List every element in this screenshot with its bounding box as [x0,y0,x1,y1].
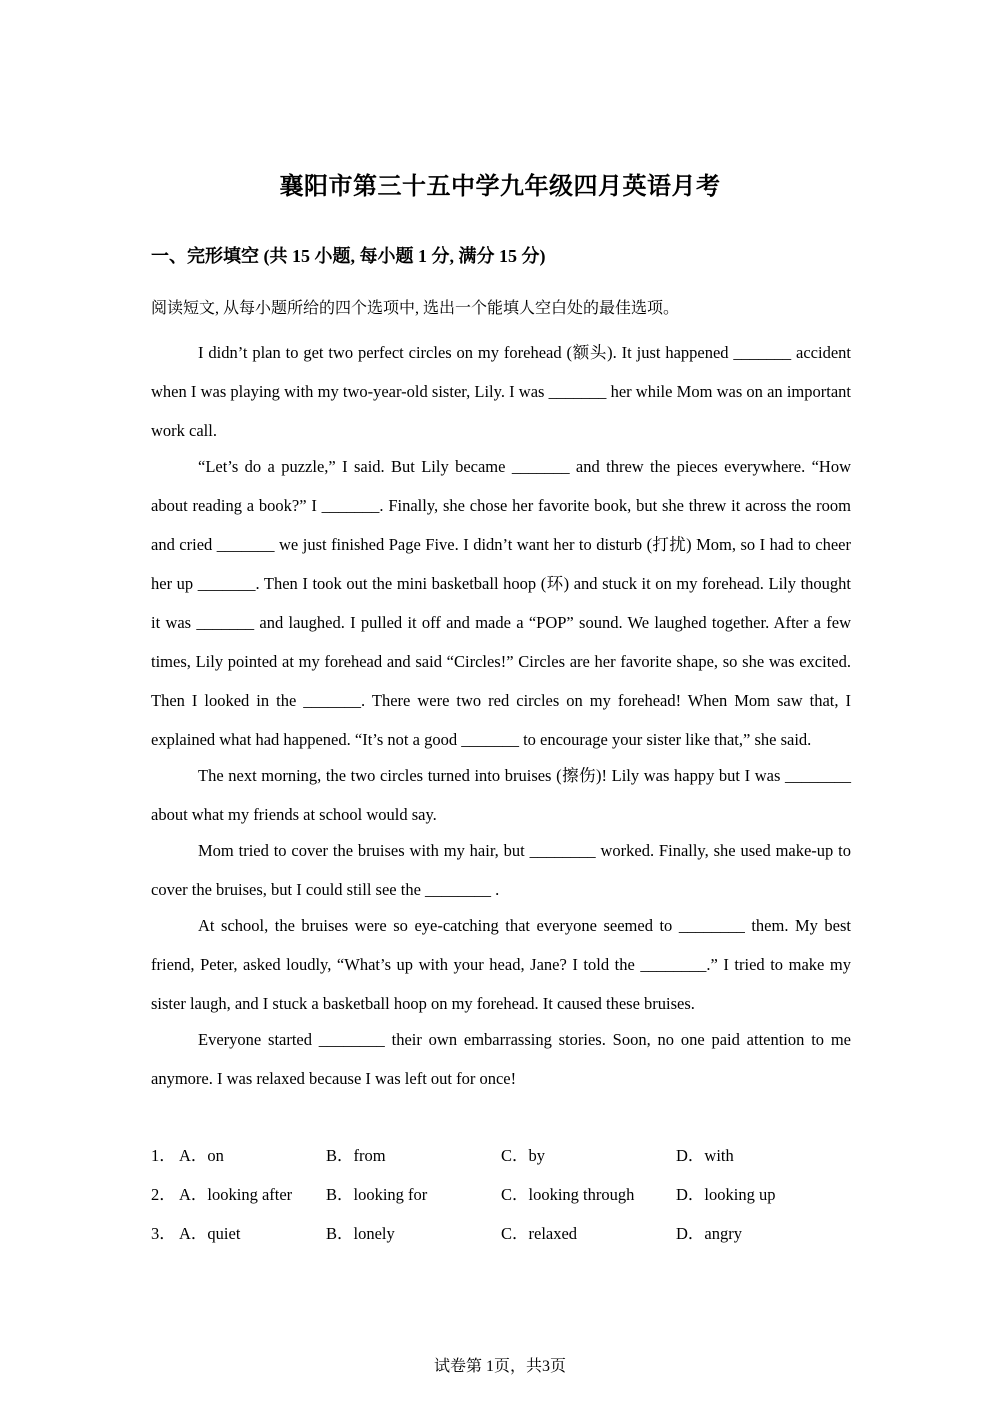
instruction-text: 阅读短文, 从每小题所给的四个选项中, 选出一个能填人空白处的最佳选项。 [151,300,680,317]
passage-paragraph: Mom tried to cover the bruises with my hair, but ________ worked. Finally, she used make-up to cover the bruises, but I could still see the ________ . [151,841,851,899]
option-b: B．from [326,1146,386,1165]
question-row [151,1219,851,1258]
option-b: B．looking for [326,1185,428,1204]
reading-passage [151,333,851,1095]
passage-paragraph: Everyone started ________ their own embarrassing stories. Soon, no one paid attention to me anymore. I was relaxed because I was left out for once! [151,1030,851,1088]
option-d: D．with [676,1146,734,1165]
passage-paragraph: The next morning, the two circles turned into bruises (擦伤)! Lily was happy but I was ________ about what my friends at school would say. [151,766,851,824]
question-number: 3． [151,1224,176,1243]
option-a: A．quiet [179,1224,241,1243]
passage-paragraph: At school, the bruises were so eye-catching that everyone seemed to ________ them. My best friend, Peter, asked loudly, “What’s up with your head, Jane? I told the ________.” I tried to make my sister laugh, and I stuck a basketball hoop on my forehead. It caused these bruises. [151,916,851,1013]
question-row [151,1180,851,1219]
question-options [151,1141,851,1258]
option-d: D．angry [676,1224,742,1243]
option-c: C．by [501,1146,546,1165]
option-a: A．looking after [179,1185,293,1204]
section-heading: 一、完形填空 (共 15 小题, 每小题 1 分, 满分 15 分) [151,246,546,266]
passage-paragraph: I didn’t plan to get two perfect circles on my forehead (额头). It just happened _______ accident when I was playing with my two-year-old sister, Lily. I was _______ her while Mom was on an important work call. [151,343,851,440]
question-row [151,1141,851,1180]
option-b: B．lonely [326,1224,395,1243]
option-d: D．looking up [676,1185,776,1204]
option-c: C．looking through [501,1185,635,1204]
page-footer: 试卷第 1页，共3页 [433,1358,566,1375]
question-number: 1． [151,1146,176,1165]
option-c: C．relaxed [501,1224,578,1243]
passage-paragraph: “Let’s do a puzzle,” I said. But Lily became _______ and threw the pieces everywhere. “How about reading a book?” I _______. Finally, she chose her favorite book, but she threw it across the room and cried _______ we just finished Page Five. I didn’t want her to disturb (打扰) Mom, so I had to cheer her up _______. Then I took out the mini basketball hoop (环) and stuck it on my forehead. Lily thought it was _______ and laughed. I pulled it off and made a “POP” sound. We laughed together. After a few times, Lily pointed at my forehead and said “Circles!” Circles are her favorite shape, so she was excited. Then I looked in the _______. There were two red circles on my forehead! When Mom saw that, I explained what had happened. “It’s not a good _______ to encourage your sister like that,” she said. [151,457,851,749]
question-number: 2． [151,1185,176,1204]
page-title: 襄阳市第三十五中学九年级四月英语月考 [279,172,721,200]
option-a: A．on [179,1146,224,1165]
